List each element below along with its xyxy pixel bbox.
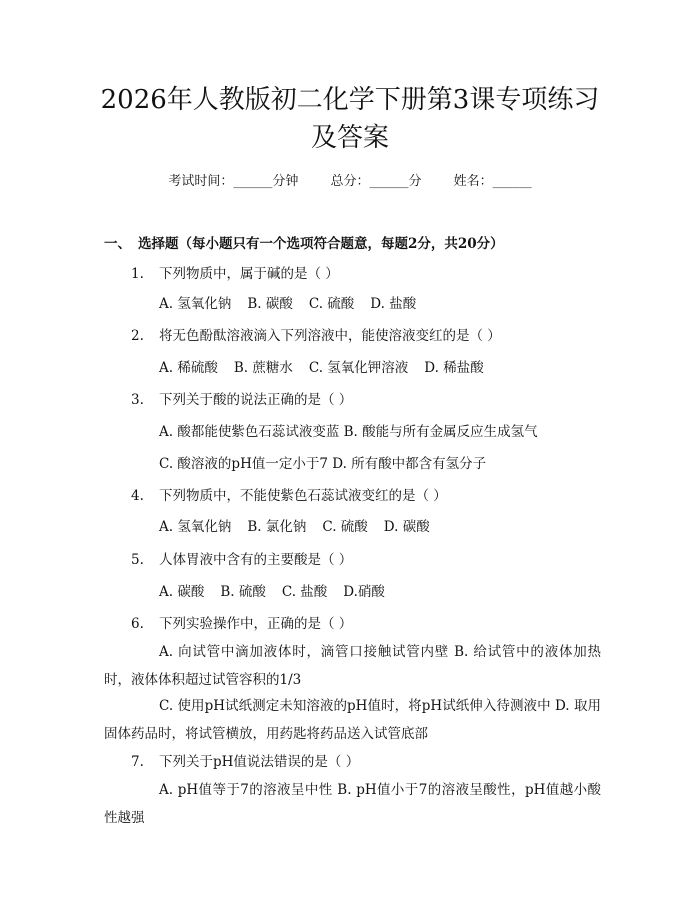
option-a: A. 稀硫酸: [159, 360, 218, 376]
option-d: D. 稀盐酸: [424, 360, 484, 376]
option-b: B. 氯化钠: [247, 519, 307, 535]
question-text: 下列关于酸的说法正确的是（ ）: [159, 392, 353, 408]
exam-score: 总分：______分: [330, 174, 422, 189]
option-b: B. 硫酸: [220, 584, 266, 600]
option-b: B. 碳酸: [247, 296, 293, 312]
option-a: A. 氢氧化钠: [159, 519, 232, 535]
question-number: 4.: [131, 488, 144, 504]
section-title: 选择题（每小题只有一个选项符合题意，每题2分，共20分）: [138, 236, 504, 252]
question-4: [131, 484, 447, 504]
question-6-options-cd: C. 使用pH试纸测定未知溶液的pH值时，将pH试纸伸入待测液中 D. 取用固体药品时，将试管横放，用药匙将药品送入试管底部: [104, 698, 601, 742]
question-1: [131, 262, 339, 282]
exam-time: 考试时间：______分钟: [168, 174, 299, 189]
option-c: C. 硫酸: [308, 296, 355, 312]
option-c: C. 氢氧化钾溶液: [308, 360, 409, 376]
question-number: 3.: [131, 392, 144, 408]
question-3-options-line1: A. 酸都能使紫色石蕊试液变蓝 B. 酸能与所有金属反应生成氢气: [159, 424, 538, 440]
section-number: 一、: [104, 236, 131, 252]
exam-info: [0, 170, 700, 189]
question-text: 下列关于pH值说法错误的是（ ）: [159, 754, 360, 770]
question-number: 6.: [131, 616, 144, 632]
option-a: A. 碳酸: [159, 584, 205, 600]
question-text: 将无色酚酞溶液滴入下列溶液中，能使溶液变红的是（ ）: [159, 328, 501, 344]
question-6-options-ab: A. 向试管中滴加液体时，滴管口接触试管内壁 B. 给试管中的液体加热时，液体体积超过试管容积的1/3: [104, 644, 601, 688]
option-c: C. 硫酸: [322, 519, 368, 535]
option-d: D. 盐酸: [370, 296, 417, 312]
question-number: 5.: [131, 552, 144, 568]
question-2: [131, 324, 501, 344]
question-text: 下列物质中，不能使紫色石蕊试液变红的是（ ）: [159, 488, 447, 504]
question-number: 2.: [131, 328, 144, 344]
section-heading: [104, 232, 504, 252]
question-4-options: [159, 515, 446, 535]
question-3-options-line2: C. 酸溶液的pH值一定小于7 D. 所有酸中都含有氢分子: [159, 456, 487, 472]
option-d: D.硝酸: [343, 584, 385, 600]
option-a: A. 氢氧化钠: [159, 296, 232, 312]
option-c: C. 盐酸: [281, 584, 328, 600]
question-text: 下列物质中，属于碱的是（ ）: [159, 266, 339, 282]
question-text: 下列实验操作中，正确的是（ ）: [159, 616, 353, 632]
question-text: 人体胃液中含有的主要酸是（ ）: [159, 552, 353, 568]
question-2-options: [159, 356, 500, 376]
question-5-options: [159, 580, 401, 600]
question-number: 7.: [131, 754, 144, 770]
option-b: B. 蔗糖水: [233, 360, 293, 376]
exam-name: 姓名：______: [453, 174, 532, 189]
question-6: [131, 612, 352, 632]
question-7: [131, 750, 359, 770]
question-1-options: [159, 292, 432, 312]
question-number: 1.: [131, 266, 144, 282]
option-d: D. 碳酸: [383, 519, 430, 535]
question-7-options-ab: A. pH值等于7的溶液呈中性 B. pH值小于7的溶液呈酸性，pH值越小酸性越强: [104, 782, 601, 826]
question-5: [131, 548, 352, 568]
page-title-line1: 2026年人教版初二化学下册第3课专项练习: [100, 85, 600, 115]
question-3: [131, 388, 352, 408]
page-title-line2: 及答案: [310, 123, 389, 153]
